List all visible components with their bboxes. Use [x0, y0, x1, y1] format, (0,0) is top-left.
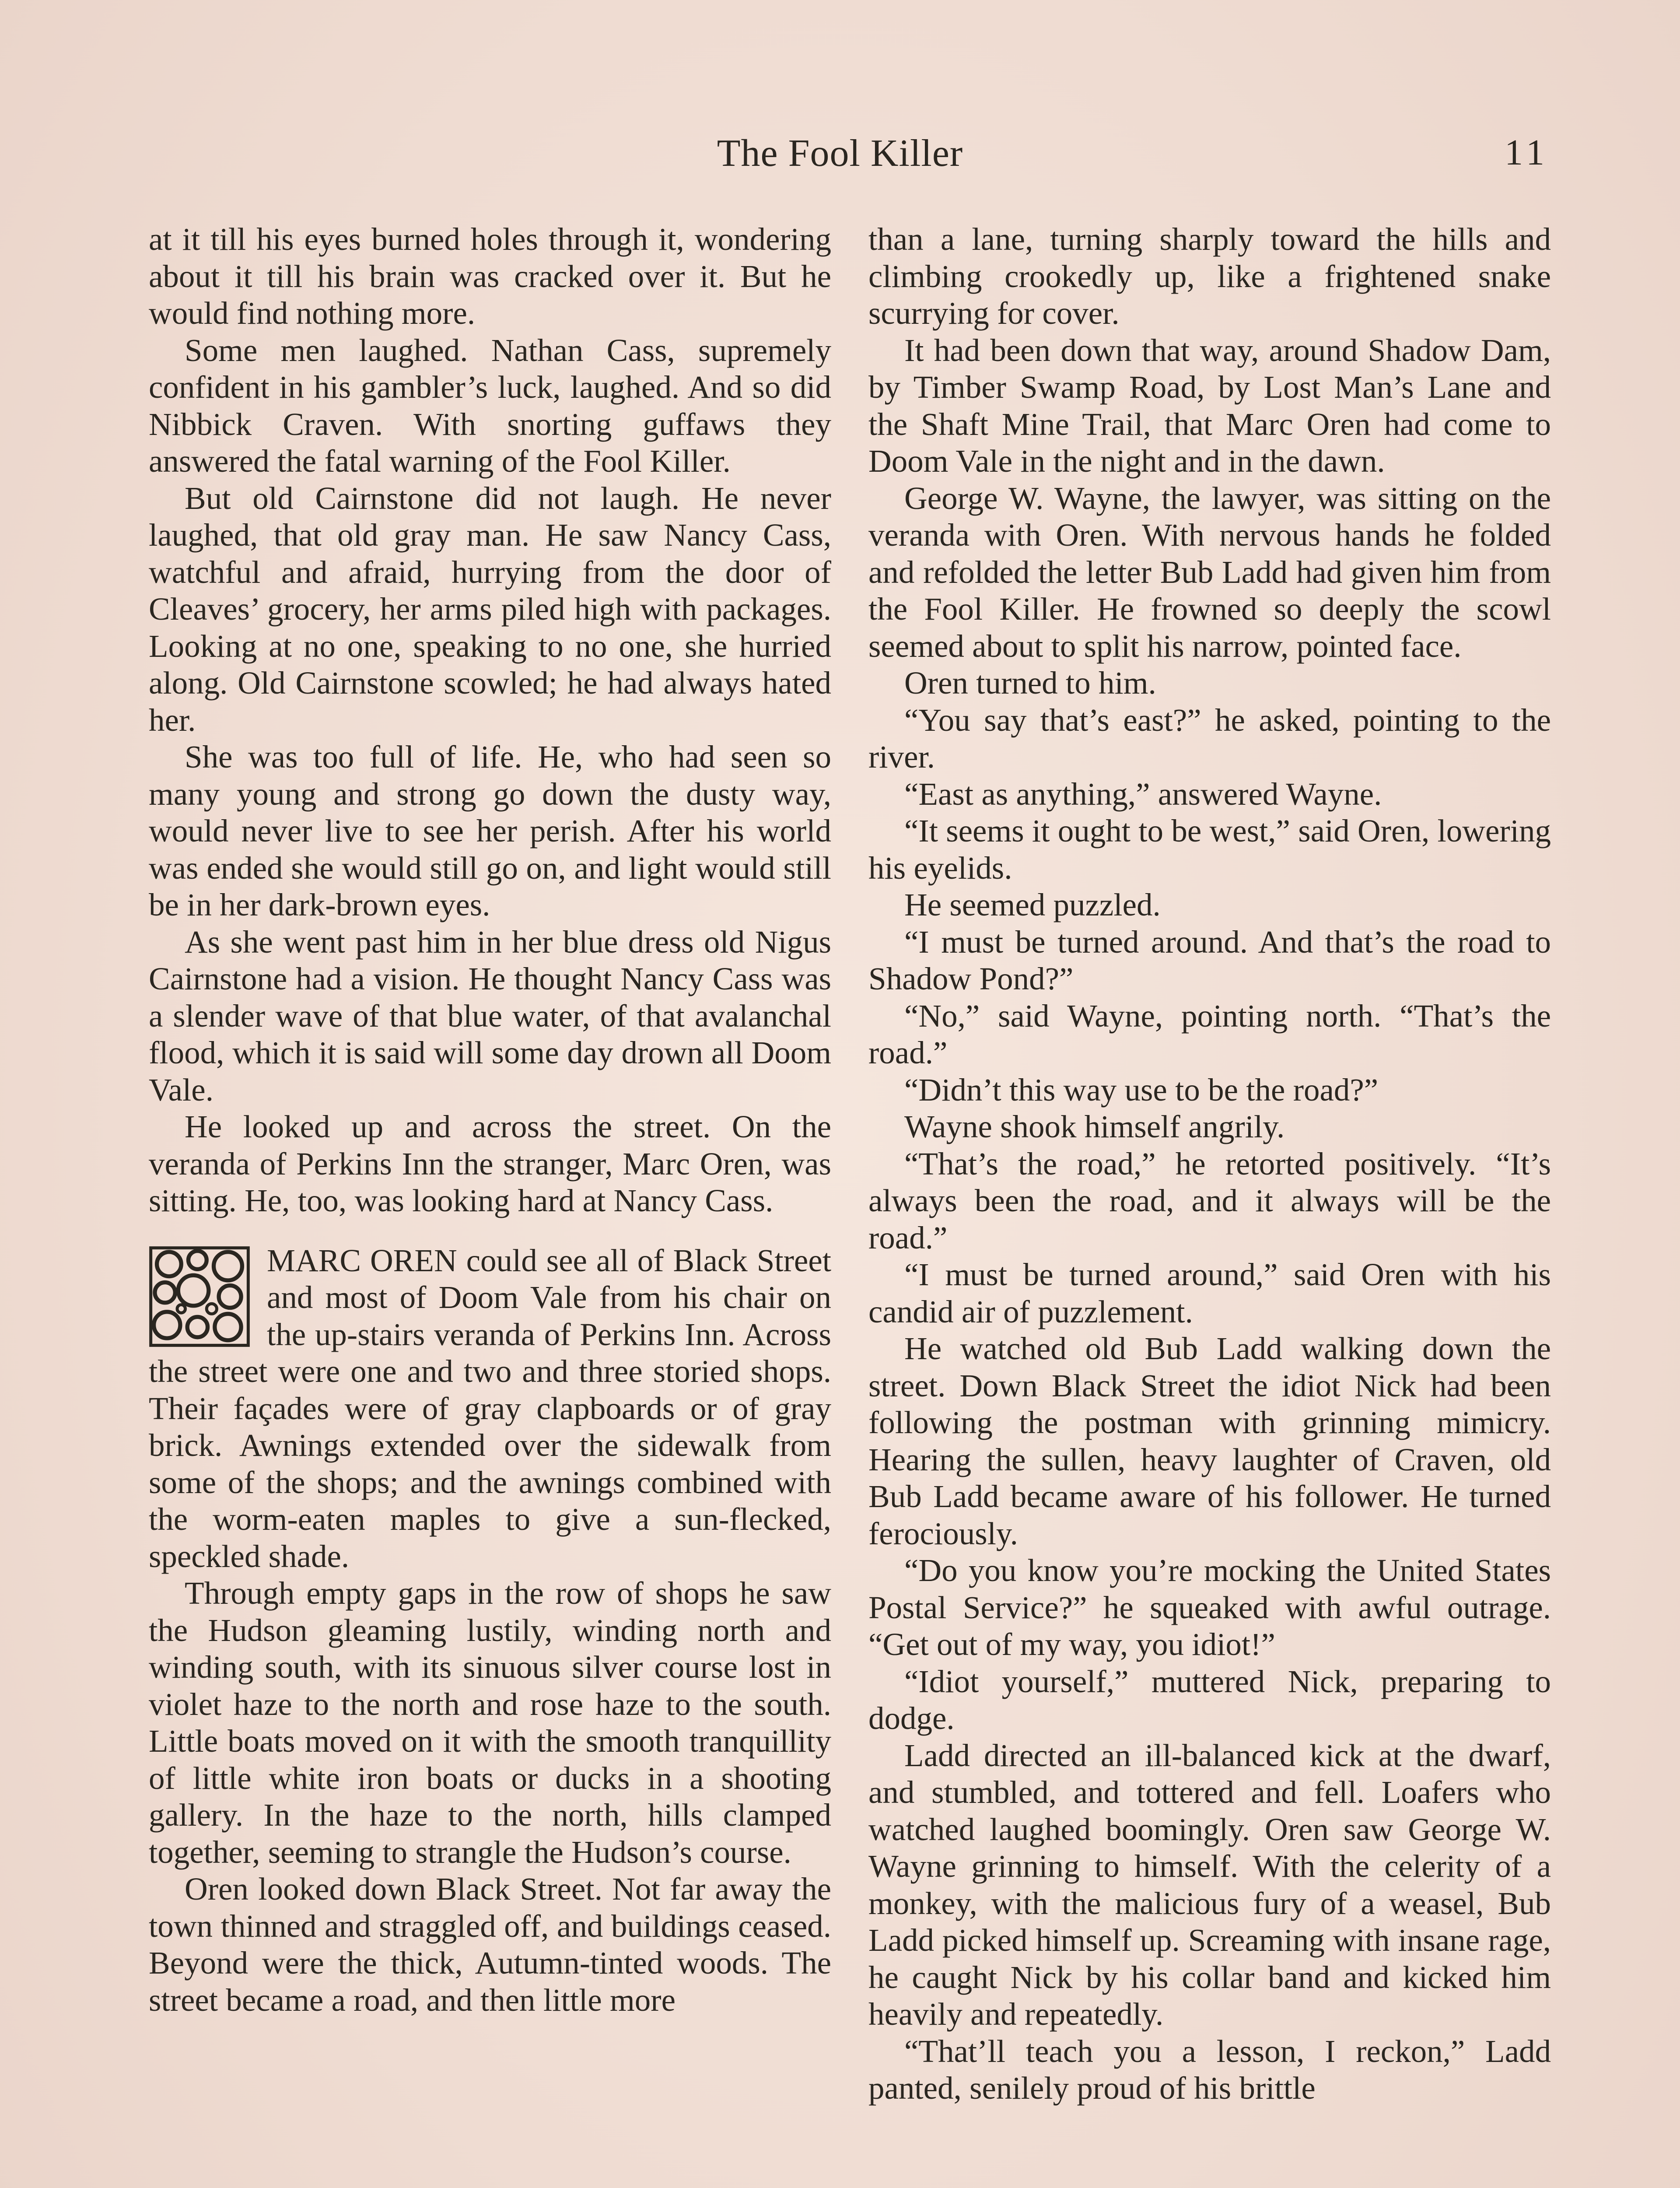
paragraph: “You say that’s east?” he asked, pointing to the river.: [868, 702, 1551, 775]
paragraph: “No,” said Wayne, pointing north. “That’s the road.”: [868, 998, 1551, 1070]
paragraph: He looked up and across the street. On the veranda of Perkins Inn the stranger, Marc Oren, was sitting. He, too, was looking hard at Nancy Cass.: [149, 1109, 831, 1218]
paragraph: As she went past him in her blue dress old Nigus Cairnstone had a vision. He thought Nancy Cass was a slender wave of that blue water, of that avalanchal flood, which it is said will some day drown all Doom Vale.: [149, 924, 831, 1108]
bubble-ornament-icon: [149, 1246, 250, 1347]
section-lead-caps: MARC OREN: [267, 1242, 457, 1278]
paragraph: It had been down that way, around Shadow Dam, by Timber Swamp Road, by Lost Man’s Lane and the Shaft Mine Trail, that Marc Oren had come to Doom Vale in the night and in the dawn.: [868, 332, 1551, 479]
paragraph: He watched old Bub Ladd walking down the street. Down Black Street the idiot Nick had been following the postman with grinning mimicry. Hearing the sullen, heavy laughter of Craven, old Bub Ladd became aware of his follower. He turned ferociously.: [868, 1331, 1551, 1551]
paragraph: “That’s the road,” he retorted positively. “It’s always been the road, and it always will be the road.”: [868, 1146, 1551, 1255]
paragraph: at it till his eyes burned holes through it, wondering about it till his brain was cracked over it. But he would find nothing more.: [149, 221, 831, 331]
paragraph: George W. Wayne, the lawyer, was sitting on the veranda with Oren. With nervous hands he folded and refolded the letter Bub Ladd had given him from the Fool Killer. He frowned so deeply the scowl seemed about to split his narrow, pointed face.: [868, 480, 1551, 664]
paragraph: He seemed puzzled.: [904, 887, 1161, 922]
paragraph: She was too full of life. He, who had seen so many young and strong go down the dusty way, would never live to see her perish. After his world was ended she would still go on, and light would still be in her dark-brown eyes.: [149, 739, 831, 922]
paragraph: “Didn’t this way use to be the road?”: [904, 1072, 1379, 1108]
paragraph: “East as anything,” answered Wayne.: [904, 776, 1382, 812]
running-header-title: The Fool Killer: [717, 132, 963, 175]
paragraph: “That’ll teach you a lesson, I reckon,” Ladd panted, senilely proud of his brittle: [868, 2033, 1551, 2106]
paragraph: But old Cairnstone did not laugh. He never laughed, that old gray man. He saw Nancy Cass, watchful and afraid, hurrying from the door of Cleaves’ grocery, her arms piled high with packages. Looking at no one, speaking to no one, she hurried along. Old Cairnstone scowled; he had always hated her.: [149, 480, 831, 738]
paragraph: “Idiot yourself,” muttered Nick, preparing to dodge.: [868, 1663, 1551, 1736]
right-column: [868, 221, 1551, 2107]
paragraph: Some men laughed. Nathan Cass, supremely confident in his gambler’s luck, laughed. And so did Nibbick Craven. With snorting guffaws they answered the fatal warning of the Fool Killer.: [149, 332, 831, 479]
paragraph: “I must be turned around. And that’s the road to Shadow Pond?”: [868, 924, 1551, 996]
section-opening-paragraph: [149, 1242, 831, 1575]
page-number: 11: [1505, 132, 1549, 173]
paragraph: “I must be turned around,” said Oren with his candid air of puzzlement.: [868, 1257, 1551, 1329]
paragraph: Wayne shook himself angrily.: [904, 1109, 1285, 1144]
paragraph: Ladd directed an ill-balanced kick at the dwarf, and stumbled, and tottered and fell. Loafers who watched laughed boomingly. Oren saw George W. Wayne grinning to himself. With the celerity of a monkey, with the malicious fury of a weasel, Bub Ladd picked himself up. Screaming with insane rage, he caught Nick by his collar band and kicked him heavily and repeatedly.: [868, 1737, 1551, 2032]
section-lead-text: could see all of Black Street and most of Doom Vale from his chair on the up-stairs veranda of Perkins Inn. Across the street were one and two and three storied shops. Their façades were of gray clapboards or of gray brick. Awnings extended over the sidewalk from some of the shops; and the awnings combined with the worm-eaten maples to give a sun-flecked, speckled shade.: [149, 1242, 832, 1574]
paragraph: than a lane, turning sharply toward the hills and climbing crookedly up, like a frightened snake scurrying for cover.: [868, 221, 1551, 331]
paragraph: Oren turned to him.: [904, 665, 1156, 701]
paragraph: “Do you know you’re mocking the United States Postal Service?” he squeaked with awful outrage. “Get out of my way, you idiot!”: [868, 1553, 1551, 1662]
paragraph: “It seems it ought to be west,” said Oren, lowering his eyelids.: [868, 813, 1551, 886]
paragraph: Through empty gaps in the row of shops he saw the Hudson gleaming lustily, winding north and winding south, with its sinuous silver course lost in violet haze to the north and rose haze to the south. Little boats moved on it with the smooth tranquillity of little white iron boats or ducks in a shooting gallery. In the haze to the north, hills clamped together, seeming to strangle the Hudson’s course.: [149, 1575, 831, 1870]
paragraph: Oren looked down Black Street. Not far away the town thinned and straggled off, and buildings ceased. Beyond were the thick, Autumn-tinted woods. The street became a road, and then little more: [149, 1871, 831, 2018]
left-column: [149, 221, 831, 2019]
